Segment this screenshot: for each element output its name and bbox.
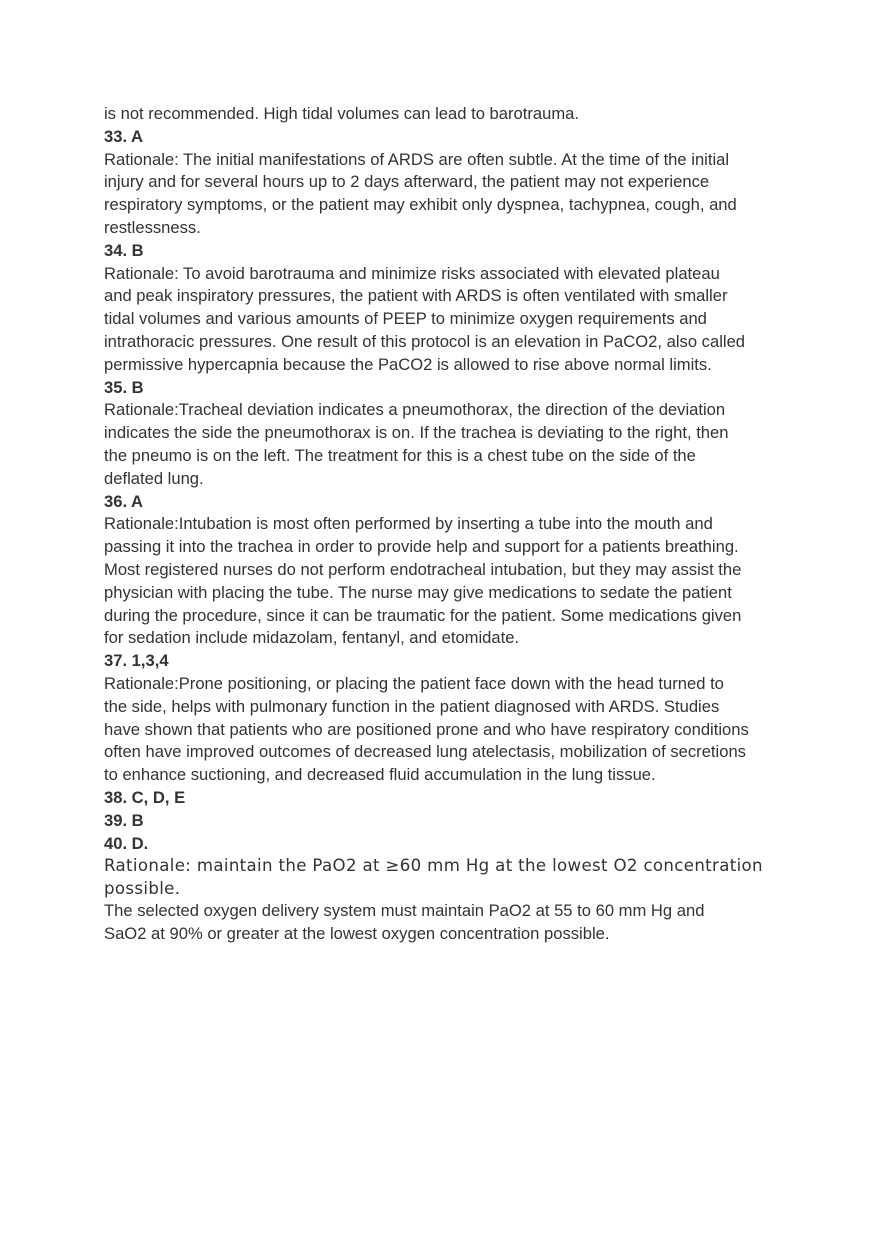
rationale-line: The selected oxygen delivery system must maintain PaO2 at 55 to 60 mm Hg and (104, 901, 705, 921)
rationale-line: during the procedure, since it can be traumatic for the patient. Some medications given (104, 605, 742, 625)
answer-block-38 (104, 787, 794, 810)
rationale-line: possible. (104, 878, 181, 898)
answer-block-37 (104, 650, 794, 787)
rationale-line: respiratory symptoms, or the patient may exhibit only dyspnea, tachypnea, cough, and (104, 195, 737, 215)
rationale-line: deflated lung. (104, 468, 204, 488)
answer-label: 33. A (104, 126, 144, 146)
rationale-line: Most registered nurses do not perform endotracheal intubation, but they may assist the (104, 559, 742, 579)
answer-block-40 (104, 833, 794, 947)
answer-label: 40. D. (104, 833, 149, 853)
rationale-line: injury and for several hours up to 2 days afterward, the patient may not experience (104, 172, 710, 192)
answer-label: 34. B (104, 240, 144, 260)
rationale-line: physician with placing the tube. The nurse may give medications to sedate the patient (104, 582, 732, 602)
rationale-line: SaO2 at 90% or greater at the lowest oxygen concentration possible. (104, 924, 610, 944)
answer-label: 38. C, D, E (104, 787, 186, 807)
rationale-line: to enhance suctioning, and decreased fluid accumulation in the lung tissue. (104, 765, 656, 785)
rationale-line: the side, helps with pulmonary function in the patient diagnosed with ARDS. Studies (104, 696, 720, 716)
answer-block-35 (104, 377, 794, 491)
answer-label: 37. 1,3,4 (104, 651, 169, 671)
document-page (104, 103, 794, 946)
rationale-line: Rationale: maintain the PaO2 at ≥60 mm Hg at the lowest O2 concentration (104, 856, 763, 876)
answer-block-36 (104, 491, 794, 651)
rationale-line: permissive hypercapnia because the PaCO2 is allowed to rise above normal limits. (104, 354, 712, 374)
rationale-line: have shown that patients who are positioned prone and who have respiratory conditions (104, 719, 749, 739)
answer-label: 39. B (104, 810, 144, 830)
rationale-line: Rationale: The initial manifestations of ARDS are often subtle. At the time of the initial (104, 149, 730, 169)
rationale-line: indicates the side the pneumothorax is on. If the trachea is deviating to the right, then (104, 423, 729, 443)
rationale-line: passing it into the trachea in order to provide help and support for a patients breathing. (104, 537, 739, 557)
rationale-line: for sedation include midazolam, fentanyl, and etomidate. (104, 628, 520, 648)
rationale-line: Rationale: To avoid barotrauma and minimize risks associated with elevated plateau (104, 263, 720, 283)
rationale-line: Rationale:Prone positioning, or placing the patient face down with the head turned to (104, 673, 724, 693)
rationale-line: intrathoracic pressures. One result of this protocol is an elevation in PaCO2, also called (104, 331, 746, 351)
rationale-line: and peak inspiratory pressures, the patient with ARDS is often ventilated with smaller (104, 286, 728, 306)
answer-block-34 (104, 240, 794, 377)
answer-label: 36. A (104, 491, 144, 511)
answer-block-33 (104, 126, 794, 240)
rationale-line: Rationale:Intubation is most often performed by inserting a tube into the mouth and (104, 514, 713, 534)
answer-label: 35. B (104, 377, 144, 397)
intro-line: is not recommended. High tidal volumes can lead to barotrauma. (104, 104, 580, 123)
rationale-line: tidal volumes and various amounts of PEEP to minimize oxygen requirements and (104, 309, 707, 329)
rationale-line: often have improved outcomes of decreased lung atelectasis, mobilization of secretions (104, 742, 746, 762)
answer-block-39 (104, 810, 794, 833)
rationale-line: Rationale:Tracheal deviation indicates a pneumothorax, the direction of the deviation (104, 400, 726, 420)
rationale-line: restlessness. (104, 217, 201, 237)
rationale-line: the pneumo is on the left. The treatment for this is a chest tube on the side of the (104, 445, 696, 465)
